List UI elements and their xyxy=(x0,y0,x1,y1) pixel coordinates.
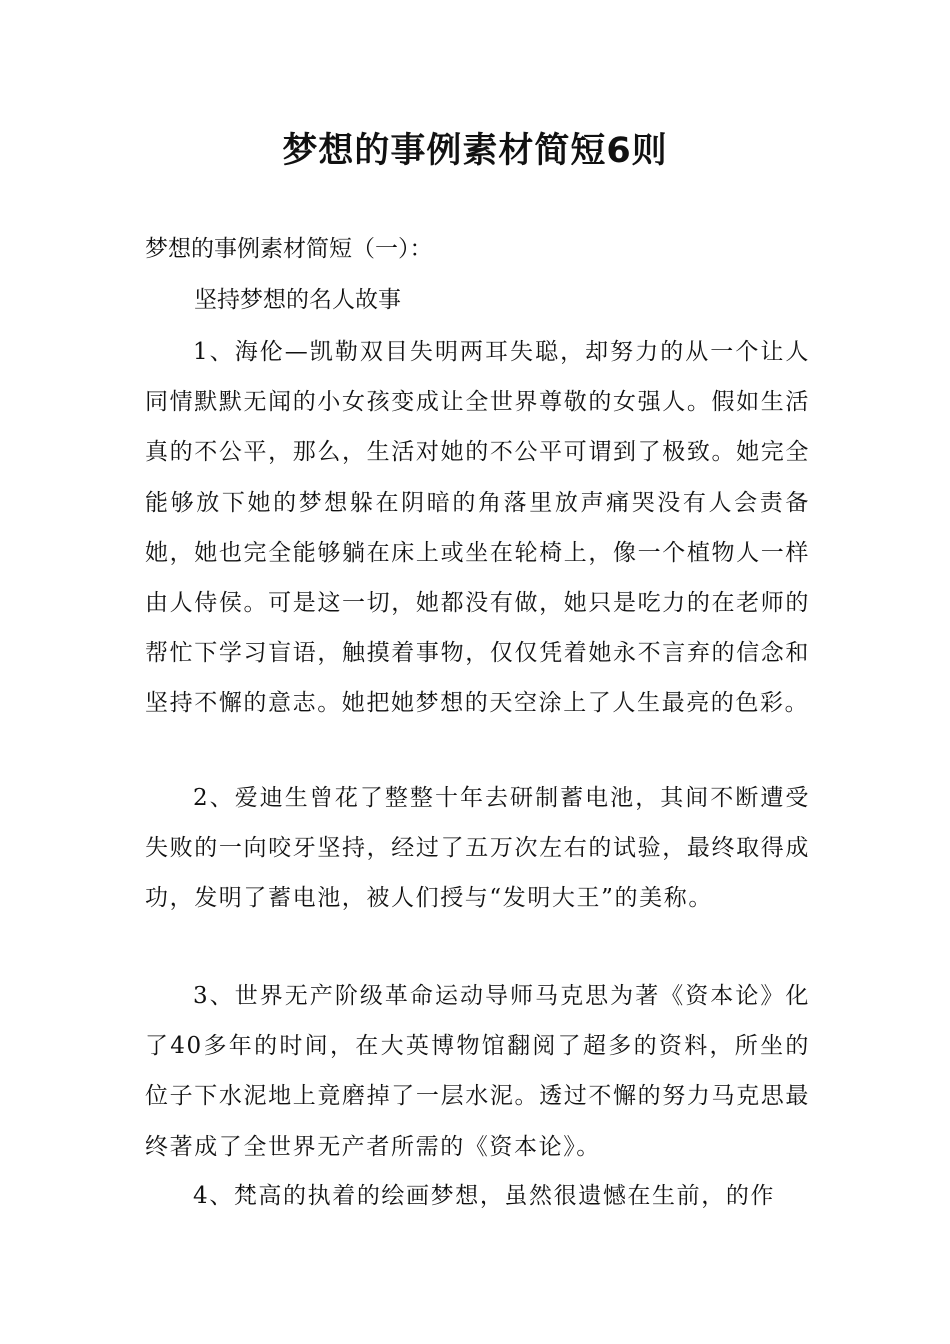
page-title: 梦想的事例素材简短6则 xyxy=(282,131,668,171)
section-heading: 梦想的事例素材简短（一）： xyxy=(145,236,433,262)
subheading: 坚持梦想的名人故事 xyxy=(194,287,401,313)
paragraph-helen-keller: 1、海伦—凯勒双目失明两耳失聪，却努力的从一个让人同情默默无闻的小女孩变成让全世界尊敬的女强人。假如生活真的不公平，那么，生活对她的不公平可谓到了极致。她完全能够放下她的梦想躲在阴暗的角落里放声痛哭没有人会责备她，她也完全能够躺在床上或坐在轮椅上，像一个植物人一样由人侍侯。可是这一切，她都没有做，她只是吃力的在老师的帮忙下学习盲语，触摸着事物，仅仅凭着她永不言弃的信念和坚持不懈的意志。她把她梦想的天空涂上了人生最亮的色彩。 xyxy=(145,339,810,717)
paragraph-marx: 3、世界无产阶级革命运动导师马克思为著《资本论》化了40多年的时间，在大英博物馆翻阅了超多的资料，所坐的位子下水泥地上竟磨掉了一层水泥。透过不懈的努力马克思最终著成了全世界无产者所需的《资本论》。 xyxy=(145,983,810,1160)
paragraph-edison: 2、爱迪生曾花了整整十年去研制蓄电池，其间不断遭受失败的一向咬牙坚持，经过了五万次左右的试验，最终取得成功，发明了蓄电池，被人们授与“发明大王”的美称。 xyxy=(145,785,810,912)
paragraph-van-gogh: 4、梵高的执着的绘画梦想，虽然很遗憾在生前，的作 xyxy=(193,1183,776,1209)
